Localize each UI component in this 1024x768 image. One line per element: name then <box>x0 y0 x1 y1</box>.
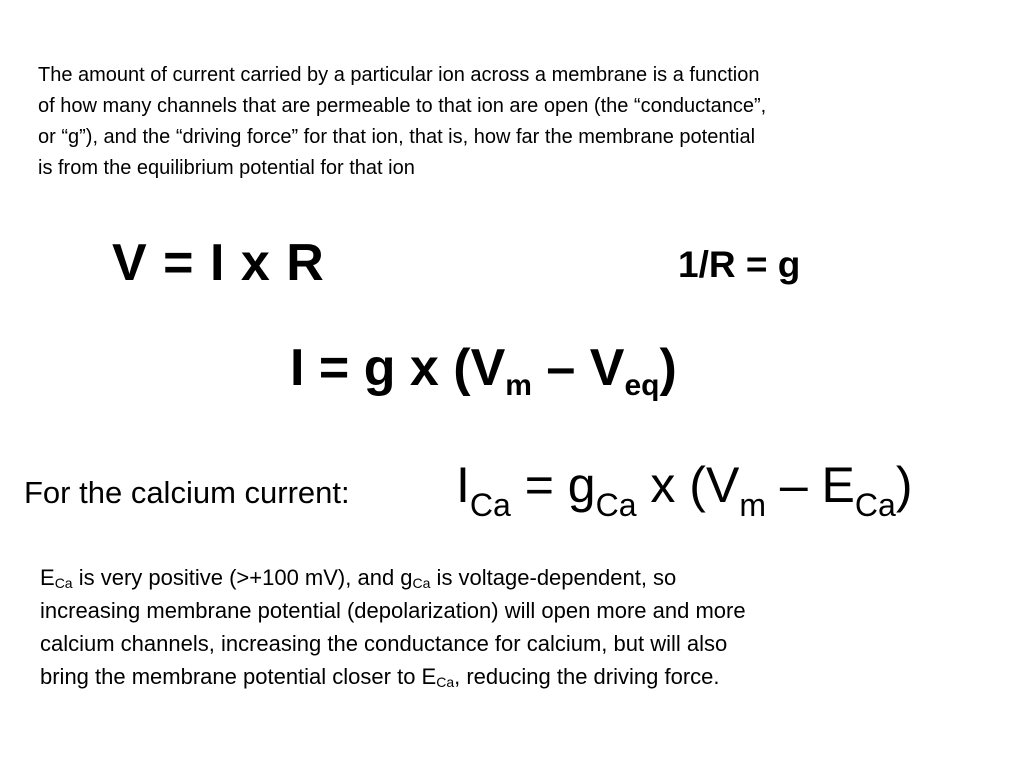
explanation-line: increasing membrane potential (depolarization) will open more and more <box>40 598 746 623</box>
calcium-current-equation <box>456 452 912 538</box>
explanation-text: bring the membrane potential closer to E <box>40 664 437 689</box>
intro-line: is from the equilibrium potential for that ion <box>38 157 415 179</box>
subscript-m: m <box>739 487 766 523</box>
explanation-line <box>40 660 1000 693</box>
current-equation-part: ) <box>659 339 677 397</box>
calcium-current-label: For the calcium current: <box>24 475 350 510</box>
explanation-text: is very positive (>+100 mV), and g <box>72 565 413 590</box>
intro-line: of how many channels that are permeable to that ion are open (the “conductance”, <box>38 95 767 117</box>
explanation-line <box>40 561 1000 594</box>
calcium-eq-part: I <box>456 457 470 513</box>
intro-paragraph <box>38 60 998 184</box>
explanation-text: is voltage-dependent, so <box>430 565 677 590</box>
explanation-text: , reducing the driving force. <box>454 664 720 689</box>
subscript-ca: Ca <box>412 575 431 591</box>
current-equation <box>290 336 677 418</box>
calcium-eq-part: ) <box>895 457 913 513</box>
subscript-ca: Ca <box>54 575 73 591</box>
current-equation-part: – V <box>531 339 625 397</box>
subscript-eq: eq <box>624 369 660 402</box>
current-equation-part: I = g x (V <box>290 339 506 397</box>
conductance-equation: 1/R = g <box>678 244 801 285</box>
explanation-paragraph <box>40 561 1000 693</box>
explanation-line: calcium channels, increasing the conductance for calcium, but will also <box>40 631 728 656</box>
subscript-ca: Ca <box>436 674 455 690</box>
explanation-text: E <box>40 565 55 590</box>
subscript-ca: Ca <box>595 487 637 523</box>
calcium-eq-part: x (V <box>636 457 740 513</box>
calcium-eq-part: – E <box>765 457 855 513</box>
ohms-law-equation: V = I x R <box>112 234 325 292</box>
intro-line: The amount of current carried by a particular ion across a membrane is a function <box>38 64 760 86</box>
subscript-ca: Ca <box>469 487 511 523</box>
subscript-ca: Ca <box>854 487 896 523</box>
calcium-eq-part: = g <box>510 457 596 513</box>
intro-line: or “g”), and the “driving force” for that ion, that is, how far the membrane potential <box>38 126 756 148</box>
subscript-m: m <box>505 369 532 402</box>
